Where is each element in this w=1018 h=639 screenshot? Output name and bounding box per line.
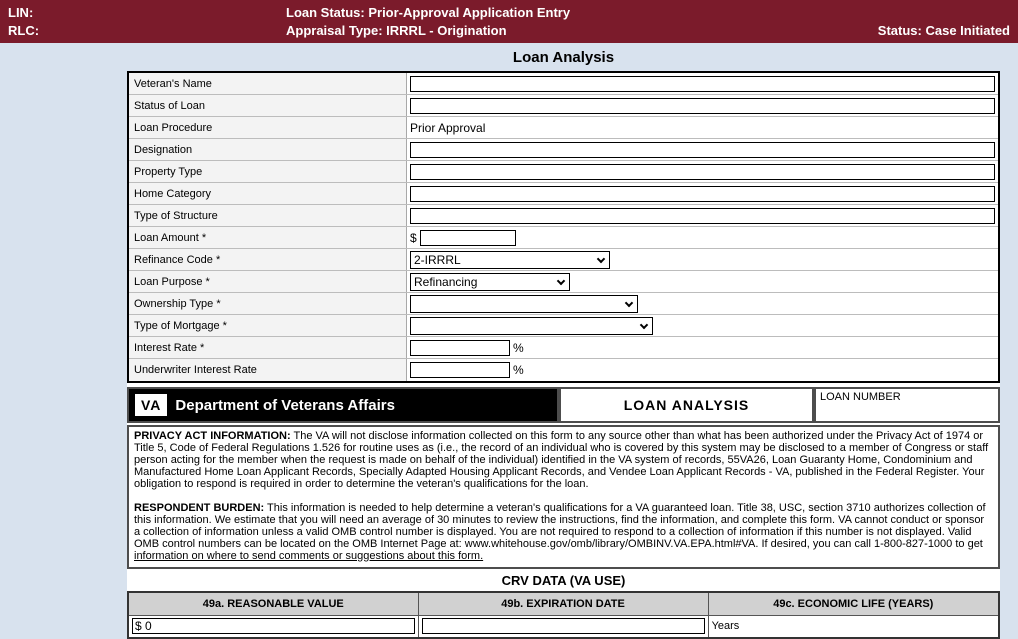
crv-col-header-economic-life: 49c. ECONOMIC LIFE (YEARS): [708, 592, 999, 616]
form-row-loan-purpose: [129, 271, 998, 293]
ownership-type-select[interactable]: [410, 295, 638, 313]
crv-section-title: CRV DATA (VA USE): [501, 573, 626, 588]
form-title: LOAN ANALYSIS: [559, 387, 814, 423]
page-title: Loan Analysis: [512, 49, 615, 66]
form-row-underwriter-interest-rate: [129, 359, 998, 381]
form-row-loan-amount: [129, 227, 998, 249]
crv-col-header-expiration-date: 49b. EXPIRATION DATE: [418, 592, 708, 616]
form-row-refinance-code: [129, 249, 998, 271]
property-type-label: Property Type: [129, 161, 407, 182]
loan-number-label: LOAN NUMBER: [814, 387, 1000, 423]
designation-input[interactable]: [410, 142, 995, 158]
interest-rate-label: Interest Rate *: [129, 337, 407, 358]
va-logo: [127, 387, 559, 423]
status-of-loan-label: Status of Loan: [129, 95, 407, 116]
dollar-sign-prefix: $: [410, 230, 417, 245]
home-category-input[interactable]: [410, 186, 995, 202]
case-status-text: Status: Case Initiated: [877, 23, 1010, 38]
veterans-name-input[interactable]: [410, 76, 995, 92]
home-category-label: Home Category: [129, 183, 407, 204]
va-logo-mark: VA: [135, 394, 167, 416]
crv-data-row: [128, 616, 999, 638]
privacy-notice-box: [127, 425, 1000, 569]
interest-rate-input[interactable]: [410, 340, 510, 356]
loan-purpose-label: Loan Purpose *: [129, 271, 407, 292]
form-row-ownership-type: [129, 293, 998, 315]
top-status-bar: [0, 0, 1018, 43]
property-type-input[interactable]: [410, 164, 995, 180]
respondent-burden-heading: RESPONDENT BURDEN:: [134, 502, 265, 514]
loan-amount-label: Loan Amount *: [129, 227, 407, 248]
form-row-veterans-name: [129, 73, 998, 95]
privacy-act-paragraph: PRIVACY ACT INFORMATION: The VA will not disclose information collected on this form to any source other than what has been authorized under the Privacy Act of 1974 or Title 5, Code of Federal Regulations 1.526 for routine uses as (i.e., the record of an individual who is covered by this system may be disclosed to a member of Congress or staff person acting for the member when the request is made on behalf of the individual) identified in the VA system of records, 55VA26, Loan Guaranty Home, Condominium and Manufactured Home Loan Applicant Records, Specially Adapted Housing Applicant Records, and Vendee Loan Applicant Records - VA, published in the Federal Register. Your obligation to respond is required in order to determine the veteran's qualifications for the loan.: [134, 430, 989, 490]
respondent-burden-paragraph: RESPONDENT BURDEN: This information is needed to help determine a veteran's qualifications for a VA guaranteed loan. Title 38, USC, section 3710 authorizes collection of this information. We estimate that you will need an average of 30 minutes to review the instructions, find the information, and complete this form. VA cannot conduct or sponsor a collection of information unless a valid OMB control number is displayed. You are not required to respond to a collection of information if this number is not displayed. Valid OMB control numbers can be located on the OMB Internet Page at: www.whitehouse.gov/omb/library/OMBINV.VA.EPA.html#VA. If desired, you can call 1-800-827-1000 to get information on where to send comments or suggestions about this form.: [134, 502, 986, 562]
type-of-mortgage-label: Type of Mortgage *: [129, 315, 407, 336]
form-row-interest-rate: [129, 337, 998, 359]
loan-purpose-select[interactable]: [410, 273, 570, 291]
economic-life-unit: Years: [711, 620, 740, 633]
loan-procedure-label: Loan Procedure: [129, 117, 407, 138]
ownership-type-label: Ownership Type *: [129, 293, 407, 314]
crv-table: [127, 591, 1000, 639]
loan-amount-input[interactable]: [420, 230, 516, 246]
form-row-type-of-structure: [129, 205, 998, 227]
loan-status-text: Loan Status: Prior-Approval Application Entry: [286, 5, 571, 20]
form-row-home-category: [129, 183, 998, 205]
form-row-type-of-mortgage: [129, 315, 998, 337]
loan-procedure-value: Prior Approval: [410, 120, 486, 135]
form-row-property-type: [129, 161, 998, 183]
underwriter-interest-rate-input[interactable]: [410, 362, 510, 378]
content-area: [127, 71, 1000, 639]
form-row-status-of-loan: [129, 95, 998, 117]
percent-suffix: %: [513, 363, 524, 377]
percent-suffix: %: [513, 340, 524, 355]
form-row-loan-procedure: [129, 117, 998, 139]
va-logo-text: Department of Veterans Affairs: [175, 396, 395, 414]
lin-label: LIN:: [8, 5, 34, 20]
status-of-loan-input[interactable]: [410, 98, 995, 114]
appraisal-type-text: Appraisal Type: IRRRL - Origination: [286, 23, 507, 38]
crv-col-header-reasonable-value: 49a. REASONABLE VALUE: [128, 592, 418, 616]
type-of-structure-label: Type of Structure: [129, 205, 407, 226]
respondent-burden-tail: information on where to send comments or suggestions about this form.: [134, 550, 484, 562]
reasonable-value-input[interactable]: [132, 618, 415, 634]
type-of-structure-input[interactable]: [410, 208, 995, 224]
refinance-code-select[interactable]: [410, 251, 610, 269]
refinance-code-label: Refinance Code *: [129, 249, 407, 270]
va-form-header: [127, 387, 1000, 423]
form-row-designation: [129, 139, 998, 161]
veterans-name-label: Veteran's Name: [129, 73, 407, 94]
loan-analysis-form: [127, 71, 1000, 383]
underwriter-interest-rate-label: Underwriter Interest Rate: [129, 359, 407, 381]
expiration-date-input[interactable]: [422, 618, 705, 634]
designation-label: Designation: [129, 139, 407, 160]
rlc-label: RLC:: [8, 23, 40, 38]
privacy-act-heading: PRIVACY ACT INFORMATION:: [134, 430, 291, 442]
type-of-mortgage-select[interactable]: [410, 317, 653, 335]
